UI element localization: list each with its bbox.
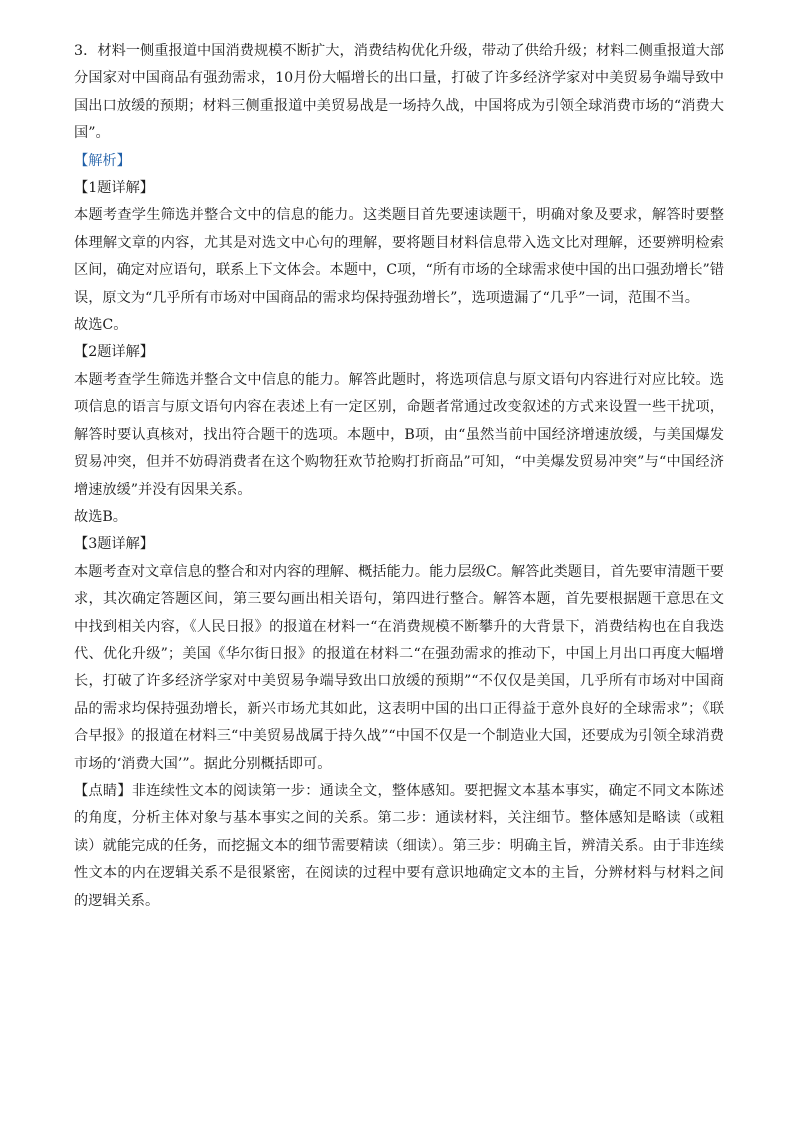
tip-body: 非连续性文本的阅读第一步：通读全文，整体感知。要把握文本基本事实，确定不同文本陈述的角度，分析主体对象与基本事实之间的关系。第二步：通读材料，关注细节。整体感知是略读（或粗读）就能完成的任务，而挖掘文本的细节需要精读（细读）。第三步：明确主旨，辨清关系。由于非连续性文本的内在逻辑关系不是很紧密，在阅读的过程中要有意识地确定文本的主旨，分辨材料与材料之间的逻辑关系。 [74, 782, 724, 909]
q2-conclusion: 故选B。 [74, 508, 127, 525]
answer-content [74, 38, 724, 915]
q2-heading: 【2题详解】 [74, 344, 154, 361]
analysis-label: 【解析】 [74, 152, 131, 169]
q1-body: 本题考查学生筛选并整合文中的信息的能力。这类题目首先要速读题干，明确对象及要求，解答时要整体理解文章的内容，尤其是对选文中心句的理解，要将题目材料信息带入选文比对理解，还要辨明检索区间，确定对应语句，联系上下文体会。本题中，C项，“所有市场的全球需求使中国的出口强劲增长”错误，原文为“几乎所有市场对中国商品的需求均保持强劲增长”，选项遗漏了“几乎”一词，范围不当。 [74, 207, 724, 306]
tip-label: 【点睛】 [74, 782, 132, 799]
q2-body: 本题考查学生筛选并整合文中信息的能力。解答此题时，将选项信息与原文语句内容进行对应比较。选项信息的语言与原文语句内容在表述上有一定区别，命题者常通过改变叙述的方式来设置一些干扰项，解答时要认真核对，找出符合题干的选项。本题中，B项，由“虽然当前中国经济增速放缓，与美国爆发贸易冲突，但并不妨碍消费者在这个购物狂欢节抢购打折商品”可知，“中美爆发贸易冲突”与“中国经济增速放缓”并没有因果关系。 [74, 371, 724, 498]
q1-heading: 【1题详解】 [74, 180, 154, 197]
answer-3-text: 3．材料一侧重报道中国消费规模不断扩大，消费结构优化升级，带动了供给升级；材料二侧重报道大部分国家对中国商品有强劲需求，10月份大幅增长的出口量，打破了许多经济学家对中美贸易争端导致中国出口放缓的预期；材料三侧重报道中美贸易战是一场持久战，中国将成为引领全球消费市场的“消费大国”。 [74, 43, 724, 142]
q3-body: 本题考查对文章信息的整合和对内容的理解、概括能力。能力层级C。解答此类题目，首先要审清题干要求，其次确定答题区间，第三要勾画出相关语句，第四进行整合。解答本题，首先要根据题干意思在文中找到相关内容，《人民日报》的报道在材料一“在消费规模不断攀升的大背景下，消费结构也在自我迭代、优化升级”；美国《华尔街日报》的报道在材料二“在强劲需求的推动下，中国上月出口再度大幅增长，打破了许多经济学家对中美贸易争端导致出口放缓的预期”“不仅仅是美国，几乎所有市场对中国商品的需求均保持强劲增长，新兴市场尤其如此，这表明中国的出口正得益于意外良好的全球需求”；《联合早报》的报道在材料三“中美贸易战属于持久战”“中国不仅是一个制造业大国，还要成为引领全球消费市场的‘消费大国’”。据此分别概括即可。 [74, 563, 724, 772]
q3-heading: 【3题详解】 [74, 536, 154, 553]
q1-conclusion: 故选C。 [74, 317, 128, 334]
tip-paragraph [74, 778, 724, 915]
